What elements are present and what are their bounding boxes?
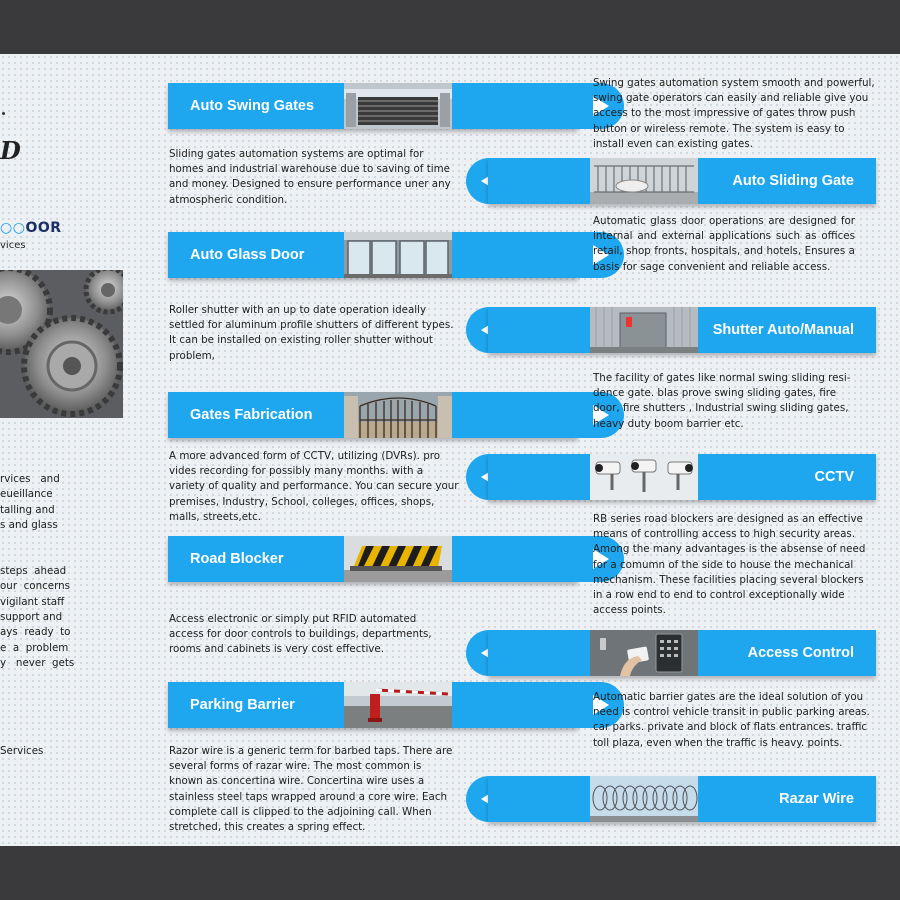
banner-auto-swing-gates[interactable] [168,83,579,129]
cropped-text-fragment: e a problem [0,642,69,654]
brand-dot [2,112,5,115]
sliding-gate-photo [590,158,698,204]
logo-text: OOR [25,220,62,236]
cropped-text-fragment: Services [0,745,44,757]
banner-razar-wire[interactable] [466,776,876,822]
service-description: Access electronic or simply put RFID automated access for door controls to buildings, departments, rooms and cabinets is very cost effective. [169,613,432,656]
cropped-text-fragment: eueillance [0,488,53,500]
company-logo: ○○OOR [0,220,62,236]
gears-image [0,270,123,418]
banner-title: Auto Glass Door [190,247,305,263]
banner-title: Auto Swing Gates [190,98,315,114]
service-description: RB series road blockers are designed as an effective means of controlling access to high security areas. Among the many advantages is the absense of need for a comumn of the side to house the mechanical mechanism. These facilities placing several blockers in a row end to end to control exceptionally wide access points. [593,513,866,617]
cropped-text-fragment: s and glass [0,519,58,531]
banner-parking-barrier[interactable] [168,682,579,728]
service-description: Sliding gates automation systems are optimal for homes and industrial warehouse due to saving of time and money. Designed to ensure performance uner any atmospheric condition. [169,148,451,206]
gate-photo [344,83,452,129]
banner-title: Parking Barrier [190,697,295,713]
banner-title: Gates Fabrication [190,407,313,423]
cropped-text-fragment: steps ahead [0,565,67,577]
banner-title: CCTV [814,469,854,485]
banner-title: Road Blocker [190,551,284,567]
cropped-text-fragment: talling and [0,504,55,516]
cropped-text-fragment: ays ready to [0,626,71,638]
service-description: Swing gates automation system smooth and powerful, swing gate operators can easily and reliable give you access to the most impressive of gates throw push button or wireless remote. The system is easy to install even can existing gates. [593,77,875,150]
cropped-text-fragment: y never gets [0,657,75,669]
service-description: Roller shutter with an up to date operation ideally settled for aluminum profile shutters of different types. It can be installed on existing roller shutter without problem, [169,304,454,362]
razor-wire-photo [590,776,698,822]
top-frame-bar [0,0,900,54]
service-description: A more advanced form of CCTV, utilizing (DVRs). pro vides recording for possibly many months. with a variety of quality and performance. You can secure your premises, Industry, School, colleges, offices, shops, malls, streets,etc. [169,450,459,523]
cropped-text-fragment: rvices and [0,473,60,485]
cropped-text-fragment: our concerns [0,580,71,592]
banner-gates-fabrication[interactable] [168,392,579,438]
service-description: Razor wire is a generic term for barbed taps. There are several forms of razar wire. The most common is known as concertina wire. Concertina wire uses a stainless steel taps wrapped around a core wire. Each complete call is clipped to the adjoining call. When stretched, this creates a spring effect. [169,745,453,834]
service-description: Automatic barrier gates are the ideal solution of you need is control vehicle transit in public parking areas. car parks. private and block of flats entrances. traffic toll plaza, even when the traffic is heavy. points. [593,691,870,749]
banner-title: Auto Sliding Gate [732,173,854,189]
cropped-text-fragment: support and [0,611,63,623]
access-control-photo [590,630,698,676]
shutter-photo [590,307,698,353]
logo-subtitle: vices [0,240,26,251]
parking-barrier-photo [344,682,452,728]
fabricated-gate-photo [344,392,452,438]
cctv-cameras-photo [590,454,698,500]
service-description: Automatic glass door operations are designed for internal and external applications such as offices retail, shop fronts, hospitals, and hotels, Ensures a basis for sage convenient and reliable access. [593,215,855,273]
brochure-page [0,54,900,846]
banner-shutter-auto-manual[interactable] [466,307,876,353]
banner-title: Shutter Auto/Manual [712,322,854,338]
banner-title: Razar Wire [779,791,854,807]
brand-mark: D [0,136,21,165]
banner-title: Access Control [747,645,854,661]
glass-door-photo [344,232,452,278]
banner-access-control[interactable] [466,630,876,676]
banner-road-blocker[interactable] [168,536,579,582]
bottom-frame-bar [0,846,900,900]
banner-auto-sliding-gate[interactable] [466,158,876,204]
service-description: The facility of gates like normal swing sliding resi- dence gate. blas prove swing sliding gates, fire door, fire shutters , Industrial swing sliding gates, heavy duty boom barrier etc. [593,372,851,430]
banner-cctv[interactable] [466,454,876,500]
banner-auto-glass-door[interactable] [168,232,579,278]
road-blocker-photo [344,536,452,582]
cropped-text-fragment: vigilant staff [0,596,65,608]
